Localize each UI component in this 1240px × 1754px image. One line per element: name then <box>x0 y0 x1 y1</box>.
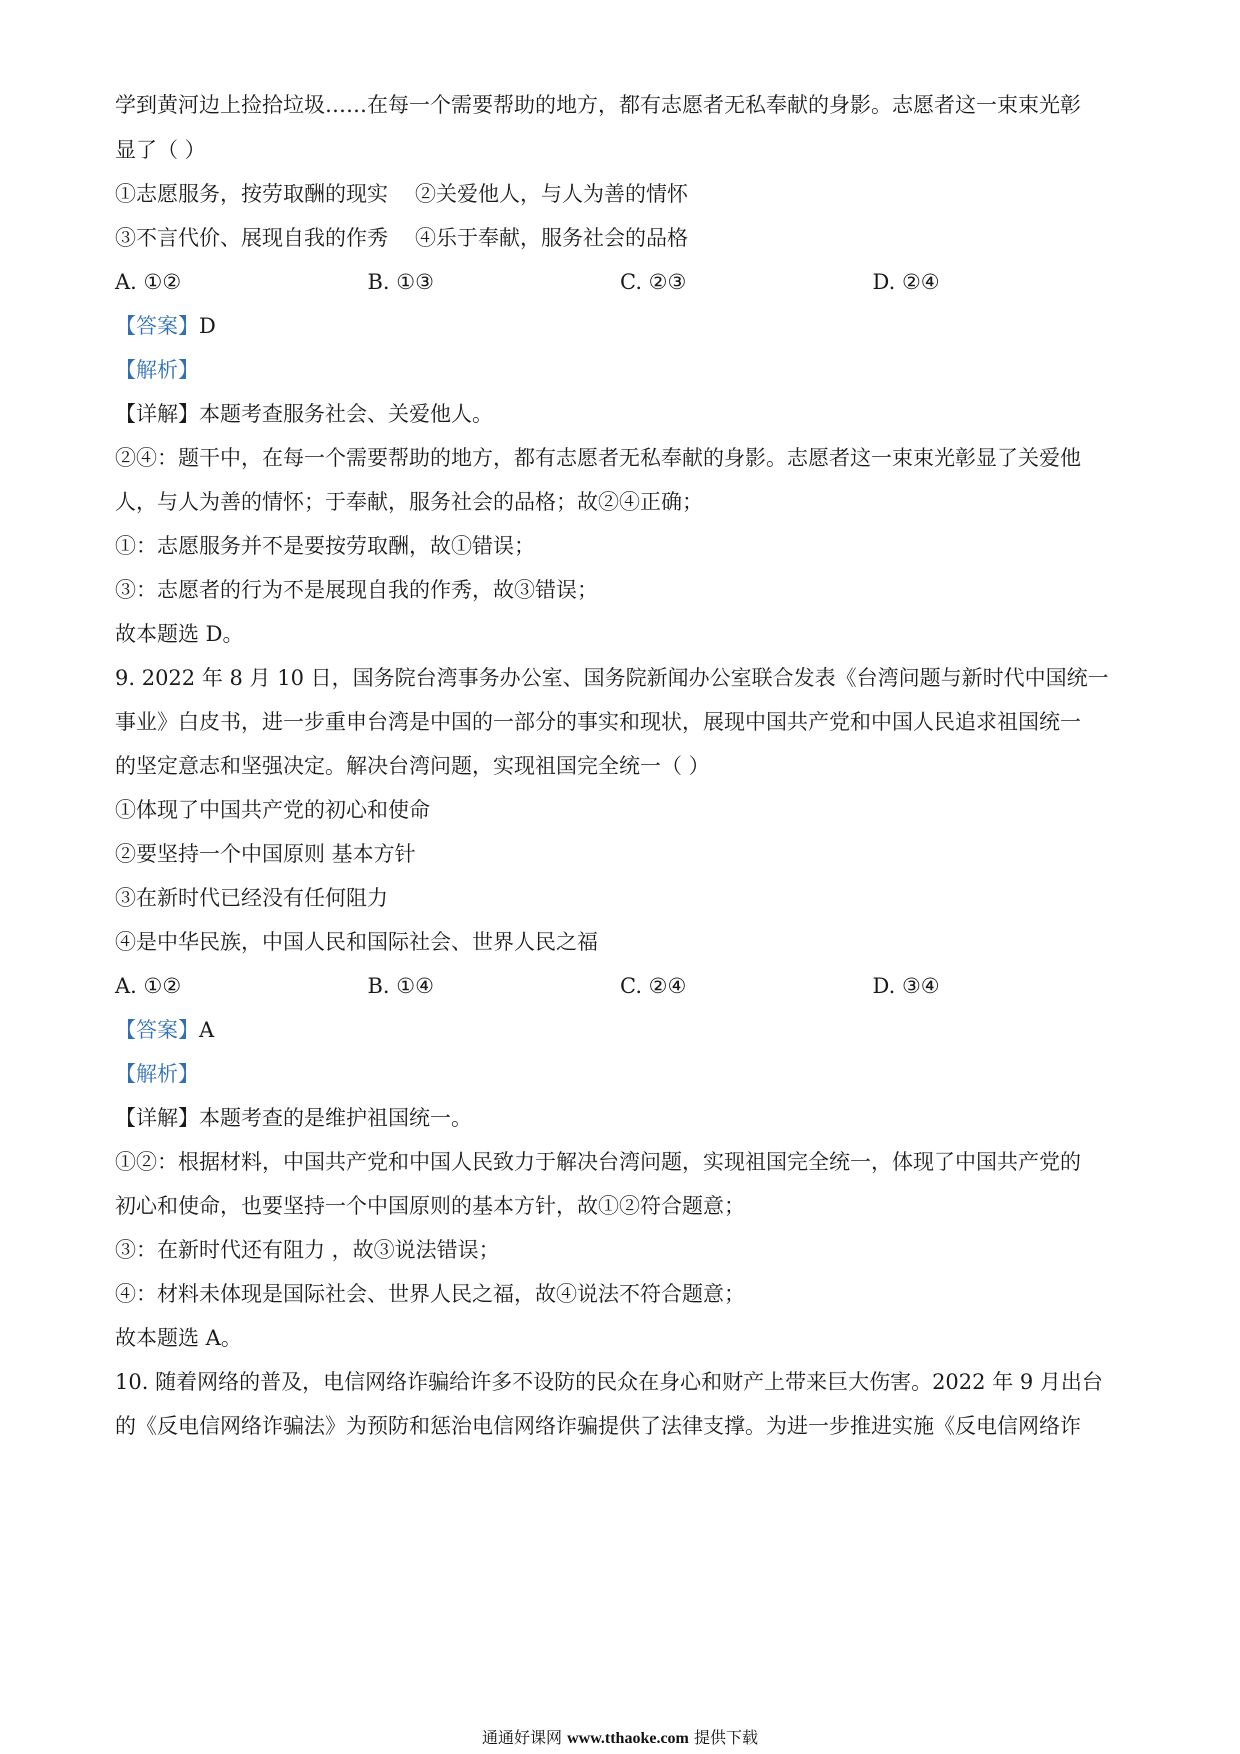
q8-statement-4: ④乐于奉献，服务社会的品格 <box>415 226 688 250</box>
q8-statement-2: ②关爱他人，与人为善的情怀 <box>415 182 688 206</box>
q9-detail-tag: 【详解】 <box>115 1106 199 1130</box>
q9-detail <box>115 1103 1125 1133</box>
q9-option-a: A. ①② <box>115 974 182 998</box>
q9-statement-4: ④是中华民族，中国人民和国际社会、世界人民之福 <box>115 930 598 954</box>
q8-statement-row-2 <box>115 223 1125 253</box>
q9-statement-1: ①体现了中国共产党的初心和使命 <box>115 798 430 822</box>
q8-option-b: B. ①③ <box>367 270 434 294</box>
q9-option-b: B. ①④ <box>367 974 434 998</box>
q9-detail-text: 本题考查的是维护祖国统一。 <box>199 1106 472 1130</box>
q9-answer-value: A <box>199 1018 215 1042</box>
q9-explanation-4: ④：材料未体现是国际社会、世界人民之福，故④说法不符合题意； <box>115 1282 745 1306</box>
footer-site-name: 通通好课网 <box>482 1728 563 1747</box>
q8-explanation-4: ③：志愿者的行为不是展现自我的作秀，故③错误； <box>115 578 598 602</box>
page-footer <box>0 1727 1240 1750</box>
q9-stem-line-3: 的坚定意志和坚强决定。解决台湾问题，实现祖国完全统一（ ） <box>115 754 710 778</box>
q9-options <box>115 971 1125 1001</box>
q8-explanation-2: 人，与人为善的情怀；于奉献，服务社会的品格；故②④正确； <box>115 490 703 514</box>
q9-analysis-tag: 【解析】 <box>115 1062 199 1086</box>
q8-analysis-tag: 【解析】 <box>115 358 199 382</box>
q8-option-c: C. ②③ <box>620 270 687 294</box>
q8-answer-value: D <box>199 314 216 338</box>
q8-conclusion: 故本题选 D。 <box>115 622 244 646</box>
q9-stem-line-1: 9. 2022 年 8 月 10 日，国务院台湾事务办公室、国务院新闻办公室联合发表《台湾问题与新时代中国统一 <box>115 666 1109 690</box>
q8-option-a: A. ①② <box>115 270 182 294</box>
q9-conclusion: 故本题选 A。 <box>115 1326 242 1350</box>
q8-detail-text: 本题考查服务社会、关爱他人。 <box>199 402 493 426</box>
q8-statement-row-1 <box>115 179 1125 209</box>
footer-site-url[interactable]: www.tthaoke.com <box>567 1730 689 1747</box>
q8-answer-tag: 【答案】 <box>115 314 199 338</box>
q9-option-d: D. ③④ <box>872 974 940 998</box>
q9-explanation-3: ③：在新时代还有阻力 ，故③说法错误； <box>115 1238 500 1262</box>
q8-option-d: D. ②④ <box>872 270 940 294</box>
q9-option-c: C. ②④ <box>620 974 687 998</box>
q8-explanation-1: ②④：题干中，在每一个需要帮助的地方，都有志愿者无私奉献的身影。志愿者这一束束光彰显了关爱他 <box>115 446 1081 470</box>
footer-suffix: 提供下载 <box>693 1728 758 1747</box>
q9-statement-2: ②要坚持一个中国原则 基本方针 <box>115 842 416 866</box>
q9-answer <box>115 1015 1125 1045</box>
q10-stem-line-1: 10. 随着网络的普及，电信网络诈骗给许多不设防的民众在身心和财产上带来巨大伤害。2022 年 9 月出台 <box>115 1370 1103 1394</box>
q8-answer <box>115 311 1125 341</box>
q8-detail <box>115 399 1125 429</box>
q8-explanation-3: ①：志愿服务并不是要按劳取酬，故①错误； <box>115 534 535 558</box>
q8-detail-tag: 【详解】 <box>115 402 199 426</box>
q8-statement-3: ③不言代价、展现自我的作秀 <box>115 226 388 250</box>
q9-explanation-2: 初心和使命，也要坚持一个中国原则的基本方针，故①②符合题意； <box>115 1194 745 1218</box>
q8-statement-1: ①志愿服务，按劳取酬的现实 <box>115 182 388 206</box>
q8-stem-line-1: 学到黄河边上捡拾垃圾……在每一个需要帮助的地方，都有志愿者无私奉献的身影。志愿者这一束束光彰 <box>115 93 1081 117</box>
q8-options <box>115 267 1125 297</box>
q9-explanation-1: ①②：根据材料，中国共产党和中国人民致力于解决台湾问题，实现祖国完全统一，体现了中国共产党的 <box>115 1150 1081 1174</box>
q9-answer-tag: 【答案】 <box>115 1018 199 1042</box>
q9-statement-3: ③在新时代已经没有任何阻力 <box>115 886 388 910</box>
q9-stem-line-2: 事业》白皮书，进一步重申台湾是中国的一部分的事实和现状，展现中国共产党和中国人民追求祖国统一 <box>115 710 1081 734</box>
q10-stem-line-2: 的《反电信网络诈骗法》为预防和惩治电信网络诈骗提供了法律支撑。为进一步推进实施《反电信网络诈 <box>115 1414 1081 1438</box>
q8-stem-line-2: 显了（ ） <box>115 138 206 162</box>
